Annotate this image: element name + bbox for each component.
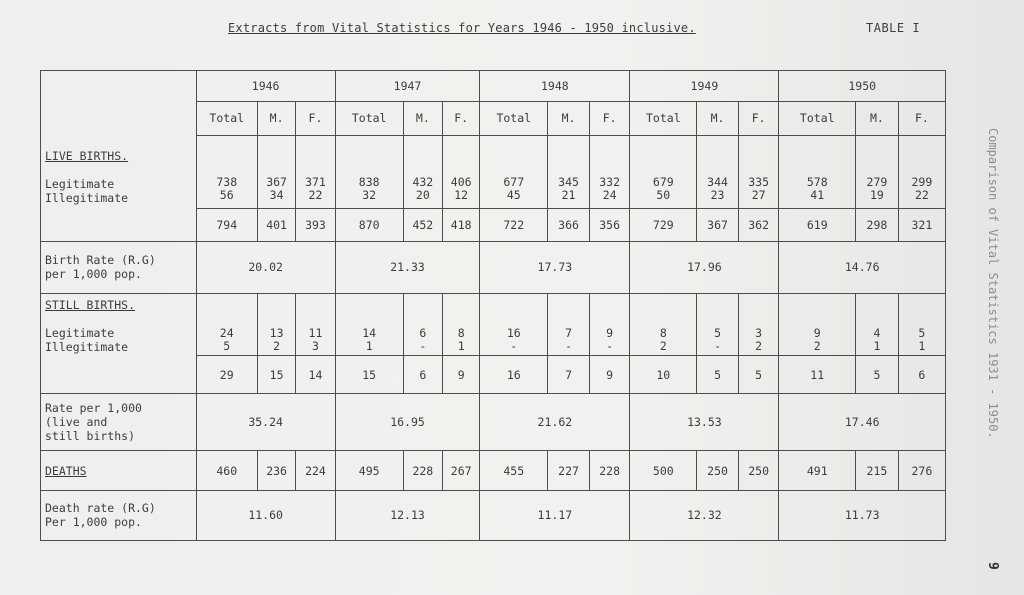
sub-header: M.: [257, 102, 295, 135]
still-births-cell: 24 5: [196, 293, 257, 356]
sub-header: F.: [898, 102, 945, 135]
deaths-value: 495: [335, 451, 403, 491]
still-births-total: 9: [589, 356, 630, 394]
still-births-total: 16: [480, 356, 548, 394]
deaths-value: 236: [257, 451, 295, 491]
live-births-cell: 738 56: [196, 135, 257, 208]
still-births-cell: 7 -: [548, 293, 590, 356]
still-births-cell: 5 1: [898, 293, 945, 356]
row-label-legitimate: Legitimate: [45, 325, 115, 340]
deaths-value: 215: [856, 451, 899, 491]
deaths-value: 250: [738, 451, 779, 491]
year-header: 1950: [779, 71, 946, 102]
still-births-label-cell: [41, 293, 197, 393]
still-birth-rate-label-cell: Rate per 1,000 (live and still births): [41, 394, 197, 451]
still-births-total: 6: [403, 356, 442, 394]
sub-header: F.: [738, 102, 779, 135]
still-births-section-label: STILL BIRTHS.: [45, 297, 136, 312]
live-births-cell: 432 20: [403, 135, 442, 208]
live-births-detail-row: [41, 135, 946, 208]
still-birth-rate-value: 21.62: [480, 394, 630, 451]
row-label-illegitimate: Illegitimate: [45, 191, 129, 206]
deaths-value: 500: [630, 451, 697, 491]
corner-cell: [41, 71, 197, 136]
birth-rate-label-cell: Birth Rate (R.G) per 1,000 pop.: [41, 241, 197, 293]
sub-header: M.: [403, 102, 442, 135]
birth-rate-value: 17.96: [630, 241, 779, 293]
deaths-value: 228: [403, 451, 442, 491]
deaths-value: 227: [548, 451, 590, 491]
live-births-cell: 578 41: [779, 135, 856, 208]
live-births-total: 870: [335, 208, 403, 241]
live-births-cell: 679 50: [630, 135, 697, 208]
live-births-total: 356: [589, 208, 630, 241]
deaths-value: 267: [443, 451, 480, 491]
death-rate-label-cell: Death rate (R.G) Per 1,000 pop.: [41, 490, 197, 540]
death-rate-row: [41, 490, 946, 540]
birth-rate-value: 14.76: [779, 241, 946, 293]
still-birth-rate-value: 17.46: [779, 394, 946, 451]
live-births-total: 393: [296, 208, 335, 241]
deaths-value: 228: [589, 451, 630, 491]
still-births-cell: 8 2: [630, 293, 697, 356]
live-births-label-cell: [41, 135, 197, 241]
year-header: 1948: [480, 71, 630, 102]
live-births-total: 362: [738, 208, 779, 241]
deaths-value: 250: [697, 451, 739, 491]
still-births-total: 9: [443, 356, 480, 394]
still-births-total: 15: [257, 356, 295, 394]
still-births-cell: 14 1: [335, 293, 403, 356]
still-births-cell: 16 -: [480, 293, 548, 356]
sub-header: Total: [196, 102, 257, 135]
year-header-row: [41, 71, 946, 102]
live-births-total: 366: [548, 208, 590, 241]
still-births-total: 15: [335, 356, 403, 394]
document-heading: Extracts from Vital Statistics for Years 1946 - 1950 inclusive.: [228, 21, 696, 35]
sub-header: M.: [548, 102, 590, 135]
still-births-total: 7: [548, 356, 590, 394]
birth-rate-value: 17.73: [480, 241, 630, 293]
live-births-cell: 371 22: [296, 135, 335, 208]
sub-header: F.: [443, 102, 480, 135]
death-rate-value: 12.32: [630, 490, 779, 540]
deaths-row: [41, 451, 946, 491]
vital-statistics-table: [40, 70, 946, 541]
still-births-cell: 5 -: [697, 293, 739, 356]
deaths-value: 276: [898, 451, 945, 491]
sub-header: Total: [630, 102, 697, 135]
live-births-total: 729: [630, 208, 697, 241]
year-header: 1946: [196, 71, 335, 102]
still-births-cell: 11 3: [296, 293, 335, 356]
live-births-cell: 677 45: [480, 135, 548, 208]
table-label: TABLE I: [866, 21, 921, 35]
live-births-cell: 345 21: [548, 135, 590, 208]
live-births-total: 452: [403, 208, 442, 241]
live-births-total: 722: [480, 208, 548, 241]
still-births-cell: 13 2: [257, 293, 295, 356]
death-rate-value: 12.13: [335, 490, 480, 540]
still-births-detail-row: [41, 293, 946, 356]
year-header: 1947: [335, 71, 480, 102]
live-births-section-label: LIVE BIRTHS.: [45, 149, 129, 164]
live-births-cell: 279 19: [856, 135, 899, 208]
sub-header: F.: [589, 102, 630, 135]
live-births-total: 298: [856, 208, 899, 241]
still-births-cell: 3 2: [738, 293, 779, 356]
sub-header: F.: [296, 102, 335, 135]
deaths-label-cell: [41, 451, 197, 491]
still-births-total: 5: [856, 356, 899, 394]
still-births-total: 6: [898, 356, 945, 394]
sub-header: Total: [779, 102, 856, 135]
birth-rate-row: [41, 241, 946, 293]
live-births-total: 794: [196, 208, 257, 241]
live-births-total: 321: [898, 208, 945, 241]
live-births-cell: 299 22: [898, 135, 945, 208]
still-birth-rate-value: 35.24: [196, 394, 335, 451]
still-birth-rate-row: [41, 394, 946, 451]
deaths-value: 455: [480, 451, 548, 491]
still-births-total: 5: [738, 356, 779, 394]
page-number: 9: [985, 562, 1000, 570]
still-births-cell: 9 -: [589, 293, 630, 356]
deaths-label: DEATHS: [45, 463, 87, 478]
still-births-cell: 6 -: [403, 293, 442, 356]
bleed-through-side-title: Comparison of Vital Statistics 1931 - 1950.: [986, 128, 1000, 439]
live-births-cell: 332 24: [589, 135, 630, 208]
still-births-total: 11: [779, 356, 856, 394]
still-birth-rate-value: 13.53: [630, 394, 779, 451]
death-rate-value: 11.17: [480, 490, 630, 540]
live-births-cell: 344 23: [697, 135, 739, 208]
sub-header: M.: [697, 102, 739, 135]
row-label-illegitimate: Illegitimate: [45, 339, 129, 354]
birth-rate-value: 21.33: [335, 241, 480, 293]
live-births-cell: 335 27: [738, 135, 779, 208]
live-births-total: 367: [697, 208, 739, 241]
row-label-legitimate: Legitimate: [45, 177, 115, 192]
live-births-cell: 838 32: [335, 135, 403, 208]
still-births-total: 14: [296, 356, 335, 394]
sub-header: Total: [480, 102, 548, 135]
live-births-total: 619: [779, 208, 856, 241]
still-births-total: 29: [196, 356, 257, 394]
still-births-total: 10: [630, 356, 697, 394]
deaths-value: 224: [296, 451, 335, 491]
live-births-total: 401: [257, 208, 295, 241]
sub-header: Total: [335, 102, 403, 135]
death-rate-value: 11.73: [779, 490, 946, 540]
live-births-total: 418: [443, 208, 480, 241]
still-birth-rate-value: 16.95: [335, 394, 480, 451]
sub-header: M.: [856, 102, 899, 135]
deaths-value: 491: [779, 451, 856, 491]
year-header: 1949: [630, 71, 779, 102]
live-births-cell: 367 34: [257, 135, 295, 208]
birth-rate-value: 20.02: [196, 241, 335, 293]
death-rate-value: 11.60: [196, 490, 335, 540]
still-births-cell: 4 1: [856, 293, 899, 356]
still-births-total: 5: [697, 356, 739, 394]
deaths-value: 460: [196, 451, 257, 491]
still-births-cell: 9 2: [779, 293, 856, 356]
live-births-cell: 406 12: [443, 135, 480, 208]
still-births-cell: 8 1: [443, 293, 480, 356]
